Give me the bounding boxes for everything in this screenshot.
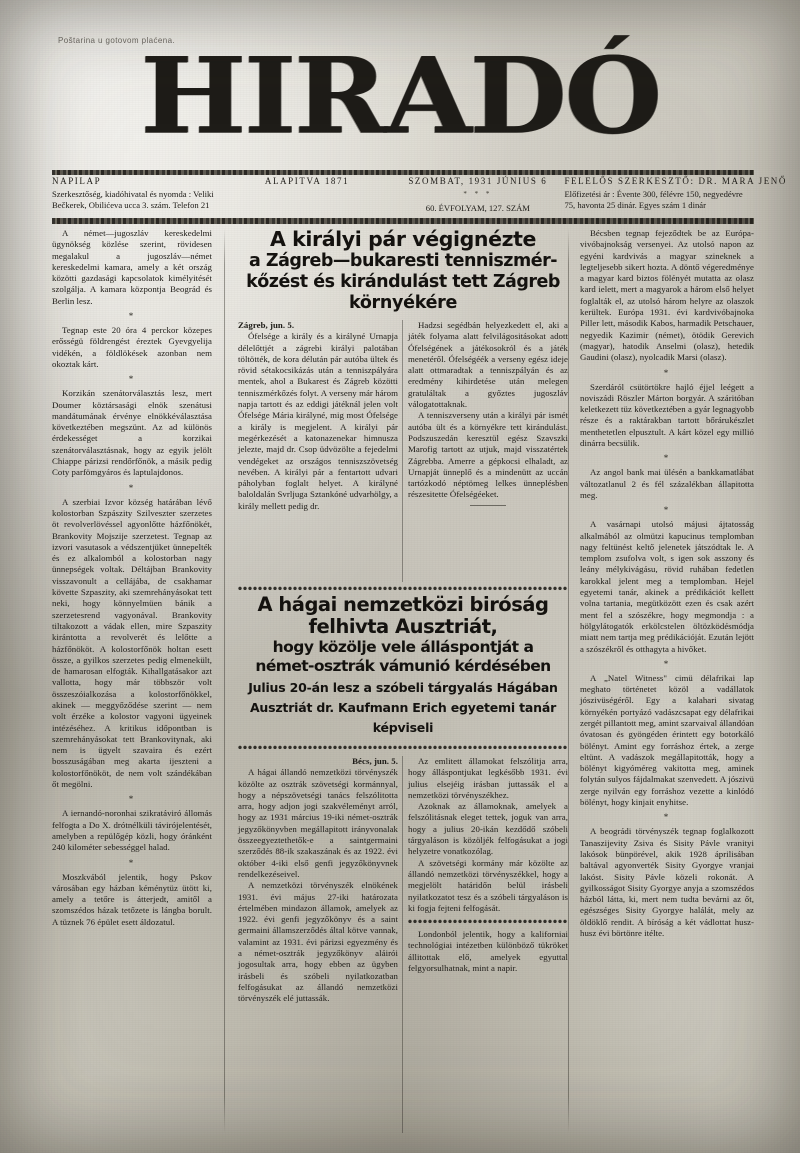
paper-type-label: NAPILAP bbox=[52, 176, 102, 186]
item-separator: * bbox=[663, 812, 671, 823]
nameplate-info bbox=[52, 176, 787, 218]
dateline: Bécs, jun. 5. bbox=[352, 756, 398, 766]
item-separator: * bbox=[663, 453, 671, 464]
headline-tennis-line1: A királyi pár végignézte bbox=[269, 227, 537, 251]
headline-hague-sub3: képviseli bbox=[372, 720, 434, 735]
star-divider: * * * bbox=[463, 190, 493, 198]
article-paragraph: A nemzetközi törvényszék elnökének 1931. évi május 27-iki határozata értelmében mindazon államok, amelyek az 1922. évi genfi jegyzőkönyv és a saint germaini államszerződés által kötve vannak, valamint az 1931. évi párizsi egyezmény és a német-osztrák jegyzőkönyv aláirói jogosultak arra, hogy ebben az ügyben irásbeli és szóbeli nyilatkozatban felfogásukat az állandó nemzetközi törvényszék elé juttassák. bbox=[238, 880, 398, 1004]
headline-hague-line3: hogy közölje vele álláspontját a bbox=[272, 638, 534, 656]
article-paragraph: Azoknak az államoknak, amelyek a felszólitásnak eleget tettek, joguk van arra, hogy a julius 20-ikán kezdődő szóbeli tárgyaláson is közöljék felfogásukat a jogi helyzetre vonatkozólag. bbox=[408, 801, 568, 857]
masthead-rule-bottom bbox=[52, 218, 754, 224]
dateline-wrapper bbox=[238, 320, 398, 331]
item-separator: * bbox=[128, 794, 136, 805]
issue-date: SZOMBAT, 1931 JÚNIUS 6 bbox=[408, 176, 548, 186]
column-left-briefs bbox=[52, 228, 212, 928]
article-inner-divider bbox=[402, 756, 403, 1133]
article-paragraph: A hágai állandó nemzetközi törvényszék közölte az osztrák szövetségi kormánnyal, hogy a népszövetségi tanács felszólitotta arra, hogy adjon jogi szakvéleményt arról, hogy az 1931 március 19-iki német-osztrák jegyzőkönyvben megállapitott irányvonalak összeegyeztethetők-e a saintgermaini szerződés 88-ik szakaszának és az 1922. évi október 4-iki első genfi jegyzőkönyvnek rendelkezéseivel. bbox=[238, 767, 398, 879]
headline-hague-line4: német-osztrák vámunió kérdésében bbox=[255, 657, 551, 675]
article-paragraph: A szövetségi kormány már közölte az állandó nemzetközi törvényszékkel, hogy a megjelölt határidőn belül irásbeli nyilatkozatot tesz és a szóbeli tárgyaláson is ki fogja fejteni felfogását. bbox=[408, 857, 568, 913]
editor-label: FELELŐS SZERKESZTŐ: DR. MARA JENŐ bbox=[564, 176, 787, 186]
brief-item: Szerdáról csütörtökre hajló éjjel leégett a noviszádi Röszler Márton borgyár. A száritóban keletkezett tüz következtében a gyár legnagyobb része és a raktárakban tartott bőrárukészlet menthetetlen elpusztult. A kárt közel egy millió dinárra becsülik. bbox=[580, 381, 754, 449]
article-end-rule bbox=[470, 505, 506, 506]
brief-item: Tegnap este 20 óra 4 perckor közepes erősségü földrengést éreztek Gyevgyelija vidékén, a földlökések azonban nem okoztak kárt. bbox=[52, 325, 212, 369]
article-tennis-col-a bbox=[238, 320, 398, 512]
masthead-rule-top bbox=[52, 170, 754, 175]
dotted-rule-top bbox=[238, 586, 568, 591]
dateline: Zágreb, jun. 5. bbox=[238, 320, 295, 330]
brief-item: Az angol bank mai ülésén a bankkamatlábat változatlanul 2 és fél százalékban állapitotta meg. bbox=[580, 467, 754, 500]
headline-tennis bbox=[238, 228, 568, 314]
office-address: Szerkesztőség, kiadóhivatal és nyomda : Veliki Bečkerek, Obilićeva ucca 3. szám. Telefon 21 bbox=[52, 189, 214, 211]
headline-tennis-line2: a Zágreb—bukaresti tenniszmér- bbox=[248, 251, 557, 271]
item-separator: * bbox=[128, 857, 136, 868]
volume-issue: 60. ÉVFOLYAM, 127. SZÁM bbox=[425, 203, 530, 214]
brief-item: Moszkvából jelentik, hogy Pskov városában egy házban kéménytüz ütött ki, amely a tetőre is átterjedt, amitől a szomszédos házak tetőzete is lángba borult. A tüznek 76 épület esett áldozatul. bbox=[52, 871, 212, 927]
brief-item: A beográdi törvényszék tegnap foglalkozott Tanaszijevity Zsiva és Sisity Pávle vranityi lakósok bünpörével, akik 1928 áprilisában baltával agyonverték Sisity Gyorgye vranjai lakóst. Sisity Pávle közeli rokonát. A gyilkosságot Sisity Gyorgye anyja a szomszédos házból látta, ki, mert nem tudta bevárni az őt, egészséges Sisity Gyorgye halálát, mely az öldöklő rendit. A bíróság a két vádlottat husz-husz évi börtönre itélte. bbox=[580, 826, 754, 939]
nameplate-date bbox=[394, 176, 562, 215]
article-tennis-body bbox=[238, 320, 568, 582]
founded-label: ALAPITVA 1871 bbox=[264, 176, 350, 186]
column-right-briefs bbox=[580, 228, 754, 939]
headline-hague-line2: felhivta Ausztriát, bbox=[308, 615, 498, 638]
article-hague-col-b bbox=[408, 756, 568, 974]
headline-hague-sub1: Julius 20-án lesz a szóbeli tárgyalás Hágában bbox=[248, 680, 558, 695]
masthead-title: HIRADÓ bbox=[140, 34, 660, 158]
article-paragraph: Hadzsi segédbán helyezkedett el, aki a játék folyama alatt felvilágositásokat adott Ófelségének a játékosokról és a játék menetéről. Ófelségéék a verseny egész ideje alatt ottmaradtak a tenniszpályán és az eredmény kihirdetése után melegen gratuláltak a győztes jugoszláv válogatottaknak. bbox=[408, 320, 568, 410]
dateline-wrapper bbox=[238, 756, 398, 767]
headline-tennis-line3: kőzést és kirándulást tett Zágreb bbox=[246, 272, 560, 292]
item-separator: * bbox=[663, 505, 671, 516]
brief-item: A szerbiai Izvor község határában lévő kolostorban Szpászity Szilveszter szerzetes öt revolverlövéssel agyonlőtte házfőnökét, Brankovity Mojszije szerzetest. Tegnap az izvori vasutasok a védszentjüket ünnepelték és ez alkalomból a kolostorban nagy ünnepségek voltak. Déltájban Brankovity visszavonult a cellájába, de csakhamar követte Szpaszity, aki szemrehányásokat tett neki, hogy könnyelmüen bánik a szerzetesrend vagyonával. Brankovity tiltakozott a vádak ellen, mire Szpaszity kirántotta a revolverét és lelőtte a házfőnököt. A kolostorfőnök holtan esett össze, a gyilkos szerzetes pedig elmenekült, de hamarosan elfogták. Kihallgatásakor azt vallotta, hogy már többször volt összeszóialkozása a kolostorfőnökkel, akinek — meggyőződése szerint — nem volt érzéke a kolostor vagyoni ügyeinek intézéséhez. A kritikus időpontban is szemrehányásokat tett Brankovitynak, aki nem is ügyelt szavaira és ezért bosszuságában meg akarta ijeszteni a kolostorfőnököt, de nem volt szándékában őt megölni. bbox=[52, 496, 212, 790]
brief-item: A iernandó-noronhai szikratáviró állomás felfogta a Do X. drótnélküli távirójelentését, amelyben a repülőgép közli, hogy óránként 240 kilométer sebességgel halad. bbox=[52, 808, 212, 853]
article-paragraph: Londonból jelentik, hogy a kaliforniai technológiai intézetben különböző tükröket állitottak elő, amelyek egyuttal felgyorsulhatnak, mint a napir. bbox=[408, 929, 568, 974]
brief-item: A német—jugoszláv kereskedelmi ügynökség közlése szerint, rövidesen megalakul a jugoszláv—német kereskedelmi kamara, amely a két ország közötti gazdasági kapcsolatok kimélyitését szolgálja. A kamara központja Beográd és Berlin lesz. bbox=[52, 228, 212, 306]
subscription-prices: Előfizetési ár : Évente 300, félévre 150, negyedévre 75, havonta 25 dinár. Egyes szám 1 dinár bbox=[564, 189, 743, 211]
item-separator: * bbox=[128, 482, 136, 493]
article-tennis-col-b bbox=[408, 320, 568, 510]
article-paragraph: Ófelsége a király és a királyné Urnapja délelőttjét a zágrebi királyi palotában töltötték, de kora délután pár autóba ültek és rövid sétakocsikázás után a tenniszpályára mentek, ahol a Bukarest és Zágreb közötti tenniszmérkőzés folyt. A verseny már három napja tartott és az eddigi játéknál jelen volt Ófelsége Mária királyné, mig most Ófelsége a király is megjelent. A királyi pár megérkezését a katonazenekar himnusza jelezte, majd dr. Csop üdvözölte a fejedelmi vendégeket az országos tenniszszövetség nevében. A királyi pár a fentartott udvari páholyban foglalt helyet. A királyné baloldalán Svrljuga Sztankóné udvarhölgy, a király mellett pedig dr. bbox=[238, 331, 398, 511]
column-grid bbox=[52, 228, 754, 1133]
headline-hague bbox=[238, 594, 568, 736]
item-separator: * bbox=[128, 311, 136, 322]
article-hague-body bbox=[238, 756, 568, 1133]
article-hague-col-a bbox=[238, 756, 398, 1005]
nameplate-founded bbox=[223, 176, 391, 186]
headline-hague-line1: A hágai nemzetközi biróság bbox=[257, 593, 549, 616]
item-separator: * bbox=[663, 367, 671, 378]
brief-item: Korzikán szenátorválasztás lesz, mert Doumer köztársasági elnök szenátusi mandátumának érvénye elnökkéválasztása következtében megszünt. Az ad különös érdekességet a korzikai szenátorválasztásnak, hogy az egyik jelölt Chiappe párizsi rendőrfőnök, a másik pedig Coty parfömgyáros és laptulajdonos. bbox=[52, 388, 212, 478]
dotted-rule-bottom bbox=[238, 745, 568, 750]
nameplate-left bbox=[52, 176, 220, 212]
nameplate-editor bbox=[564, 176, 787, 212]
article-inner-divider bbox=[402, 320, 403, 582]
headline-hague-sub2: Ausztriát dr. Kaufmann Erich egyetemi tanár bbox=[249, 700, 557, 715]
column-divider-2 bbox=[568, 228, 569, 1133]
item-separator: * bbox=[128, 374, 136, 385]
column-divider-1 bbox=[224, 228, 225, 1133]
brief-item: A vasárnapi utolsó májusi ájtatosság alkalmából az olmützi kapucinus templomban nagy feltünést keltő jelenetek játszódtak le. A templom zsufolva volt, s igen sok asszony és leány mélykivágásu, rövid ruhában fedetlen karokkal jelent meg a templomban. Hejel egyetemi tanár, akinek a prédikációt kellett volna tartania, megütközött ezen és csak azért ment fel a szószékre, hogy megmondja : a hölgylátogatók erkölcstelen öltözködésmódja miatt nem tartja meg prédikációját. Ezután lejött a szószékről és otthagyta a hivőket. bbox=[580, 519, 754, 654]
item-dotted-rule bbox=[408, 919, 568, 924]
article-paragraph: A tenniszverseny után a királyi pár ismét autóba ült és a környékre tett kirándulást. Podszuszedán keresztül egész Szavszki Marofig tartott az utjuk, majd visszatértek Zágrebba. Amerre a gépkocsi elhaladt, az Urnapját ünneplő és a mindenütt az uccán tartózkodó néptömeg lelkes ünneplésben részesitette Ófelségéeket. bbox=[408, 410, 568, 500]
brief-item: Bécsben tegnap fejeződtek be az Európa-vivóbajnokság versenyei. Az utolsó napon az egyéni kardvivás a magyar szineknek a legteljesebb sikert hozta. A döntő végeredménye a magyar kard biztos fölényét mutatta az olasz kard ielett, mert a magyarok a három első helyet foglalták el, az utolsó három helyre az olaszok kerültek. Európa 1931. évi kardvivóbajnoka Piller lett, második Kabos, harmadik Petschauer, negyedik Kazimir (német), ötödik Gerevich (magyar), hatodik Anselmi (olasz), hetedik Gaudini (olasz), nyolcadik Marsi (olasz). bbox=[580, 228, 754, 363]
brief-item: A „Natel Witness" cimü délafrikai lap meghato történetet közöl a vadállatok jószivüségéről. Egy a kalahari sivatag környékén portyázó vadászcsapat egy délafrikai zergét pillantott meg, amint szarvaival állandóan óvatosan és gyöngéden érintett egy botorkáló bölényt. Amint egy forráshoz értek, a zerge eltünt. A vadászok megállapitották, hogy a bölényt kigyóméreg vakitotta meg, aminek folytán sulyos fájdalmakat szenvedett. A jószivü zerge nyilván egy forráshoz vezette a kinlódó bölényt, hogy kinjait enyhitse. bbox=[580, 672, 754, 808]
article-paragraph: Az emlitett államokat felszólitja arra, hogy álláspontjukat legkésőbb 1931. évi julius elsejéig irásban juttassák el a nemzetközi törvényszékhez. bbox=[408, 756, 568, 800]
headline-tennis-line4: környékére bbox=[348, 293, 458, 313]
postal-notice: Poštarina u gotovom plaćena. bbox=[58, 35, 176, 46]
item-separator: * bbox=[663, 658, 671, 669]
